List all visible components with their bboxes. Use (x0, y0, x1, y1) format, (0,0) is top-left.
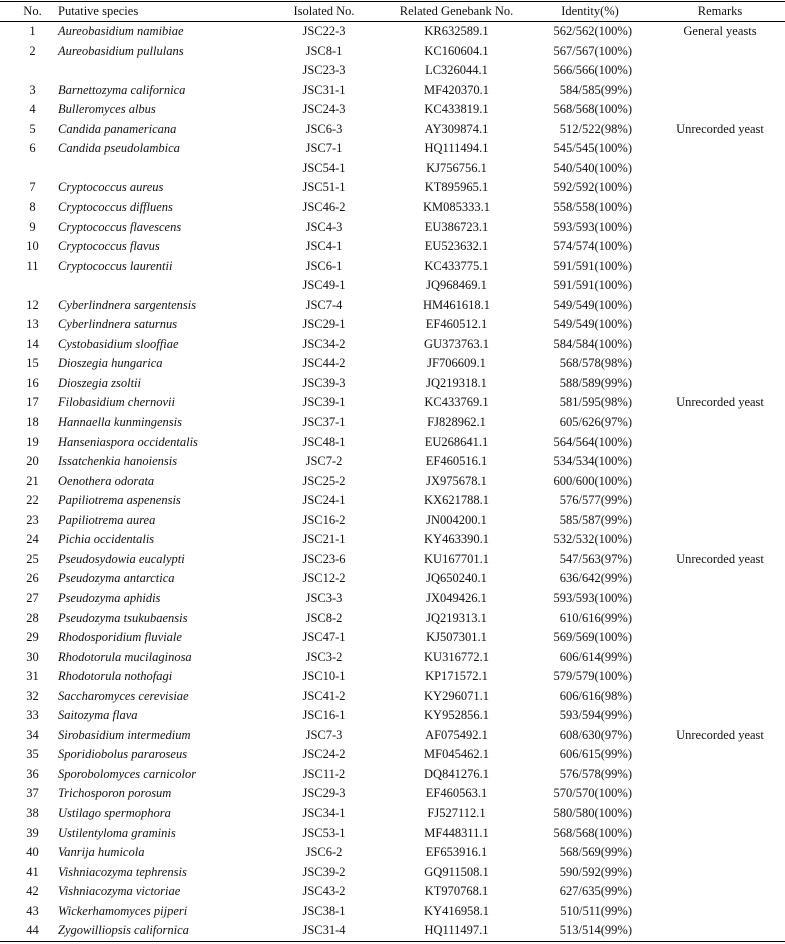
cell-species: Rhodotorula nothofagi (58, 669, 173, 684)
cell-genebank: KY463390.1 (424, 532, 489, 547)
cell-no: 37 (26, 786, 39, 801)
cell-genebank: MF420370.1 (424, 82, 489, 97)
cell-genebank: KX621788.1 (424, 493, 489, 508)
cell-genebank: KT970768.1 (424, 884, 489, 899)
cell-species: Vishniacozyma victoriae (58, 884, 181, 899)
cell-species: Rhodotorula mucilaginosa (58, 649, 192, 664)
cell-isolated: JSC3-2 (305, 649, 343, 664)
cell-species: Sirobasidium intermedium (58, 727, 191, 742)
table-row (0, 354, 785, 374)
cell-identity: 600/600(100%) (553, 473, 632, 488)
cell-isolated: JSC53-1 (302, 825, 346, 840)
cell-isolated: JSC49-1 (302, 278, 346, 293)
table-row (0, 413, 785, 433)
table-row (0, 784, 785, 804)
cell-species: Dioszegia zsoltii (58, 375, 141, 390)
cell-no: 34 (26, 727, 39, 742)
cell-identity: 593/593(100%) (553, 590, 632, 605)
cell-species: Ustilago spermophora (58, 806, 171, 820)
table-header (0, 2, 785, 21)
cell-identity: 568/568(100%) (553, 825, 632, 840)
cell-no: 1 (29, 24, 36, 38)
cell-isolated: JSC39-1 (302, 395, 346, 410)
cell-identity: 568/568(100%) (553, 102, 632, 117)
cell-no: 35 (26, 747, 39, 762)
cell-identity: 549/549(100%) (553, 297, 632, 312)
cell-species: Filobasidium chernovii (58, 395, 175, 410)
cell-genebank: KC433819.1 (424, 102, 489, 117)
cell-isolated: JSC4-3 (305, 219, 343, 234)
cell-species: Sporobolomyces carnicolor (58, 766, 197, 781)
cell-species: Ustilentyloma graminis (58, 825, 176, 840)
cell-identity: 588/589(99%) (559, 375, 632, 390)
cell-remarks: Unrecorded yeast (676, 395, 764, 410)
cell-genebank: JQ650240.1 (426, 571, 487, 586)
table-row (0, 648, 785, 668)
cell-isolated: JSC7-3 (305, 727, 343, 742)
cell-no: 4 (29, 102, 36, 117)
cell-isolated: JSC7-1 (305, 141, 343, 156)
cell-genebank: KU316772.1 (424, 649, 489, 664)
cell-genebank: JQ219318.1 (426, 375, 487, 390)
cell-genebank: KR632589.1 (424, 24, 489, 38)
table-row (0, 765, 785, 785)
cell-genebank: JQ219313.1 (426, 610, 487, 625)
cell-species: Bulleromyces albus (58, 102, 156, 117)
cell-species: Saitozyma flava (58, 708, 138, 723)
table-row (0, 726, 785, 746)
table-row (0, 804, 785, 824)
header-identity: Identity(%) (561, 4, 619, 18)
cell-no: 18 (26, 415, 39, 429)
cell-identity: 540/540(100%) (553, 160, 632, 175)
cell-isolated: JSC34-2 (302, 336, 346, 351)
cell-no: 5 (29, 121, 36, 136)
cell-identity: 576/578(99%) (559, 766, 632, 781)
table-row (0, 530, 785, 550)
header-remarks: Remarks (697, 4, 743, 18)
cell-no: 27 (26, 590, 39, 605)
table-row (0, 745, 785, 765)
cell-isolated: JSC6-1 (305, 258, 343, 273)
cell-species: Vishniacozyma tephrensis (58, 864, 187, 879)
cell-isolated: JSC3-3 (305, 590, 343, 605)
cell-genebank: EU386723.1 (424, 219, 489, 234)
cell-genebank: JQ968469.1 (426, 278, 487, 293)
cell-identity: 545/545(100%) (553, 141, 632, 156)
cell-no: 28 (26, 610, 39, 625)
table-row (0, 863, 785, 883)
cell-no: 10 (26, 239, 39, 254)
cell-isolated: JSC16-2 (302, 512, 346, 527)
cell-identity: 584/584(100%) (553, 336, 632, 351)
cell-isolated: JSC39-2 (302, 864, 346, 879)
cell-species: Pseudozyma antarctica (58, 571, 175, 586)
cell-genebank: KC160604.1 (424, 43, 489, 58)
cell-no: 3 (29, 82, 36, 97)
cell-genebank: JN004200.1 (426, 512, 487, 527)
cell-no: 44 (26, 923, 39, 938)
cell-no: 36 (26, 766, 39, 781)
cell-genebank: KC433775.1 (424, 258, 489, 273)
cell-genebank: JX049426.1 (426, 590, 487, 605)
cell-no: 43 (26, 903, 39, 918)
cell-species: Zygowilliopsis californica (58, 923, 189, 938)
cell-isolated: JSC4-1 (305, 239, 343, 254)
cell-remarks: Unrecorded yeast (676, 551, 764, 566)
cell-genebank: AF075492.1 (425, 727, 488, 742)
table-row (0, 550, 785, 570)
cell-isolated: JSC37-1 (302, 415, 346, 429)
cell-identity: 566/566(100%) (553, 63, 632, 78)
cell-no: 17 (26, 395, 39, 410)
cell-identity: 562/562(100%) (553, 24, 632, 38)
cell-isolated: JSC51-1 (302, 180, 346, 195)
cell-species: Papiliotrema aspenensis (58, 493, 181, 508)
cell-species: Aureobasidium namibiae (58, 24, 184, 38)
cell-species: Cryptococcus flavus (58, 239, 160, 254)
cell-no: 8 (29, 199, 36, 214)
table-row (0, 374, 785, 394)
cell-no: 7 (29, 180, 36, 195)
cell-genebank: MF045462.1 (424, 747, 489, 762)
cell-species: Cryptococcus diffluens (58, 199, 173, 214)
cell-species: Cryptococcus flavescens (58, 219, 182, 234)
table-row (0, 589, 785, 609)
bottom-rule (0, 941, 785, 942)
cell-identity: 636/642(99%) (559, 571, 632, 586)
cell-species: Pseudosydowia eucalypti (58, 551, 185, 566)
cell-identity: 590/592(99%) (559, 864, 632, 879)
cell-identity: 570/570(100%) (553, 786, 632, 801)
cell-identity: 567/567(100%) (553, 43, 632, 58)
header-no: No. (23, 4, 42, 18)
cell-no: 22 (26, 493, 39, 508)
cell-identity: 606/614(99%) (559, 649, 632, 664)
cell-genebank: KY416958.1 (424, 903, 489, 918)
cell-species: Cyberlindnera sargentensis (58, 297, 197, 312)
cell-isolated: JSC41-2 (302, 688, 346, 703)
table-row (0, 902, 785, 922)
cell-isolated: JSC6-2 (305, 845, 343, 860)
cell-genebank: KJ507301.1 (426, 630, 487, 645)
cell-isolated: JSC23-6 (302, 551, 346, 566)
table-row (0, 81, 785, 101)
cell-identity: 512/522(98%) (559, 121, 632, 136)
cell-species: Cystobasidium slooffiae (58, 336, 179, 351)
cell-species: Candida panamericana (58, 121, 177, 136)
cell-identity: 568/569(99%) (559, 845, 632, 860)
cell-identity: 564/564(100%) (553, 434, 632, 449)
cell-identity: 558/558(100%) (553, 199, 632, 214)
cell-no: 6 (29, 141, 36, 156)
cell-species: Trichosporon porosum (58, 786, 172, 801)
cell-genebank: KC433769.1 (424, 395, 489, 410)
table-row (0, 100, 785, 120)
table-row (0, 882, 785, 902)
cell-no: 26 (26, 571, 39, 586)
cell-no: 16 (26, 375, 39, 390)
cell-no: 13 (26, 317, 39, 332)
cell-isolated: JSC23-3 (302, 63, 346, 78)
cell-isolated: JSC24-2 (302, 747, 346, 762)
cell-species: Pseudozyma aphidis (58, 590, 161, 605)
cell-no: 33 (26, 708, 39, 723)
cell-no: 20 (26, 454, 39, 469)
cell-identity: 606/615(99%) (559, 747, 632, 762)
cell-isolated: JSC7-4 (305, 297, 343, 312)
cell-species: Wickerhamomyces pijperi (58, 903, 188, 918)
cell-isolated: JSC31-1 (302, 82, 346, 97)
cell-isolated: JSC34-1 (302, 806, 346, 820)
cell-isolated: JSC44-2 (302, 356, 346, 371)
cell-genebank: MF448311.1 (424, 825, 489, 840)
cell-species: Dioszegia hungarica (58, 356, 163, 371)
cell-identity: 568/578(98%) (559, 356, 632, 371)
table-row (0, 198, 785, 218)
cell-identity: 513/514(99%) (559, 923, 632, 938)
cell-species: Pseudozyma tsukubaensis (58, 610, 188, 625)
cell-isolated: JSC24-1 (302, 493, 346, 508)
cell-species: Barnettozyma californica (58, 82, 186, 97)
cell-isolated: JSC54-1 (302, 160, 346, 175)
table-row (0, 296, 785, 316)
cell-isolated: JSC38-1 (302, 903, 346, 918)
cell-no: 11 (26, 258, 39, 273)
cell-identity: 549/549(100%) (553, 317, 632, 332)
cell-species: Aureobasidium pullulans (58, 43, 184, 58)
cell-isolated: JSC8-2 (305, 610, 343, 625)
header-species: Putative species (58, 4, 139, 18)
cell-no: 32 (26, 688, 39, 703)
cell-genebank: KY952856.1 (424, 708, 489, 723)
table-row (0, 139, 785, 159)
table-row (0, 706, 785, 726)
cell-species: Hannaella kunmingensis (58, 415, 182, 429)
cell-no: 9 (29, 219, 36, 234)
table-row (0, 257, 785, 277)
cell-no: 14 (26, 336, 39, 351)
cell-genebank: HQ111494.1 (424, 141, 489, 156)
table-row (0, 472, 785, 492)
cell-species: Cryptococcus laurentii (58, 258, 173, 273)
cell-isolated: JSC24-3 (302, 102, 346, 117)
cell-no: 39 (26, 825, 39, 840)
table-row (0, 667, 785, 687)
cell-genebank: EF460512.1 (425, 317, 488, 332)
table-row (0, 628, 785, 648)
cell-no: 12 (26, 297, 39, 312)
cell-species: Cryptococcus aureus (58, 180, 164, 195)
cell-genebank: EF460516.1 (425, 454, 488, 469)
cell-no: 15 (26, 356, 39, 371)
table-row (0, 824, 785, 844)
cell-genebank: KT895965.1 (424, 180, 489, 195)
cell-isolated: JSC6-3 (305, 121, 343, 136)
cell-identity: 606/616(98%) (559, 688, 632, 703)
table-row (0, 335, 785, 355)
cell-identity: 593/593(100%) (553, 219, 632, 234)
cell-identity: 547/563(97%) (559, 551, 632, 566)
cell-identity: 576/577(99%) (559, 493, 632, 508)
cell-identity: 532/532(100%) (553, 532, 632, 547)
cell-identity: 592/592(100%) (553, 180, 632, 195)
cell-identity: 591/591(100%) (553, 278, 632, 293)
header-isolated: Isolated No. (293, 4, 355, 18)
cell-identity: 510/511(99%) (560, 903, 632, 918)
table-row (0, 843, 785, 863)
cell-isolated: JSC22-3 (302, 24, 346, 38)
cell-genebank: KJ756756.1 (426, 160, 487, 175)
table-row (0, 61, 785, 81)
table-row (0, 511, 785, 531)
cell-identity: 534/534(100%) (553, 454, 632, 469)
cell-no: 40 (26, 845, 39, 860)
cell-genebank: EU268641.1 (424, 434, 489, 449)
cell-identity: 627/635(99%) (559, 884, 632, 899)
cell-no: 42 (26, 884, 39, 899)
cell-isolated: JSC39-3 (302, 375, 346, 390)
cell-isolated: JSC25-2 (302, 473, 346, 488)
cell-species: Vanrija humicola (58, 845, 145, 860)
cell-identity: 574/574(100%) (553, 239, 632, 254)
cell-isolated: JSC16-1 (302, 708, 346, 723)
cell-genebank: FJ527112.1 (427, 806, 486, 820)
cell-no: 30 (26, 649, 39, 664)
cell-identity: 569/569(100%) (553, 630, 632, 645)
table-row (0, 237, 785, 257)
cell-genebank: EF653916.1 (425, 845, 488, 860)
cell-identity: 605/626(97%) (559, 415, 632, 429)
table-row (0, 393, 785, 413)
cell-remarks: Unrecorded yeast (676, 727, 764, 742)
cell-species: Saccharomyces cerevisiae (58, 688, 189, 703)
cell-identity: 584/585(99%) (559, 82, 632, 97)
header-genebank: Related Genebank No. (399, 4, 514, 18)
cell-species: Issatchenkia hanoiensis (58, 454, 178, 469)
cell-genebank: GQ911508.1 (424, 864, 489, 879)
table-row (0, 22, 785, 42)
cell-genebank: GU373763.1 (424, 336, 489, 351)
cell-isolated: JSC48-1 (302, 434, 346, 449)
cell-isolated: JSC10-1 (302, 669, 346, 684)
cell-genebank: FJ828962.1 (427, 415, 486, 429)
cell-isolated: JSC31-4 (302, 923, 346, 938)
cell-isolated: JSC11-2 (302, 766, 346, 781)
cell-no: 24 (26, 532, 39, 547)
cell-remarks: General yeasts (683, 24, 757, 38)
cell-identity: 580/580(100%) (553, 806, 632, 820)
table-row (0, 569, 785, 589)
cell-isolated: JSC7-2 (305, 454, 343, 469)
cell-genebank: LC326044.1 (425, 63, 488, 78)
cell-genebank: KM085333.1 (422, 199, 491, 214)
table-row (0, 42, 785, 62)
cell-genebank: KU167701.1 (424, 551, 489, 566)
cell-species: Pichia occidentalis (58, 532, 155, 547)
cell-species: Rhodosporidium fluviale (58, 630, 182, 645)
cell-genebank: HM461618.1 (422, 297, 491, 312)
table-row (0, 178, 785, 198)
cell-genebank: KY296071.1 (424, 688, 489, 703)
table-row (0, 315, 785, 335)
cell-remarks: Unrecorded yeast (676, 121, 764, 136)
cell-isolated: JSC43-2 (302, 884, 346, 899)
cell-species: Sporidiobolus pararoseus (58, 747, 188, 762)
cell-identity: 591/591(100%) (553, 258, 632, 273)
table-row (0, 491, 785, 511)
cell-identity: 581/595(98%) (559, 395, 632, 410)
cell-isolated: JSC21-1 (302, 532, 346, 547)
cell-species: Hanseniaspora occidentalis (58, 434, 198, 449)
cell-no: 31 (26, 669, 39, 684)
cell-isolated: JSC46-2 (302, 199, 346, 214)
cell-identity: 610/616(99%) (559, 610, 632, 625)
table-row (0, 276, 785, 296)
table-row (0, 218, 785, 238)
cell-genebank: JX975678.1 (426, 473, 487, 488)
cell-identity: 608/630(97%) (559, 727, 632, 742)
cell-isolated: JSC29-1 (302, 317, 346, 332)
table-row (0, 159, 785, 179)
cell-genebank: EU523632.1 (424, 239, 489, 254)
cell-species: Oenothera odorata (58, 473, 155, 488)
cell-isolated: JSC29-3 (302, 786, 346, 801)
cell-no: 25 (26, 551, 39, 566)
cell-no: 19 (26, 434, 39, 449)
cell-genebank: JF706609.1 (427, 356, 486, 371)
cell-no: 29 (26, 630, 39, 645)
table-row (0, 609, 785, 629)
table-row (0, 433, 785, 453)
cell-species: Candida pseudolambica (58, 141, 180, 156)
cell-genebank: DQ841276.1 (424, 766, 489, 781)
cell-no: 23 (26, 512, 39, 527)
table-row (0, 921, 785, 941)
table-row (0, 120, 785, 140)
cell-species: Cyberlindnera saturnus (58, 317, 178, 332)
cell-identity: 593/594(99%) (559, 708, 632, 723)
table-row (0, 452, 785, 472)
cell-genebank: HQ111497.1 (424, 923, 489, 938)
table-row (0, 687, 785, 707)
cell-no: 21 (26, 473, 39, 488)
cell-identity: 579/579(100%) (553, 669, 632, 684)
cell-no: 2 (29, 43, 36, 58)
cell-identity: 585/587(99%) (559, 512, 632, 527)
cell-species: Papiliotrema aurea (58, 512, 156, 527)
cell-isolated: JSC8-1 (305, 43, 343, 58)
cell-genebank: KP171572.1 (425, 669, 488, 684)
cell-no: 38 (26, 806, 39, 820)
cell-no: 41 (26, 864, 39, 879)
cell-isolated: JSC47-1 (302, 630, 346, 645)
cell-isolated: JSC12-2 (302, 571, 346, 586)
cell-genebank: AY309874.1 (424, 121, 489, 136)
cell-genebank: EF460563.1 (425, 786, 488, 801)
